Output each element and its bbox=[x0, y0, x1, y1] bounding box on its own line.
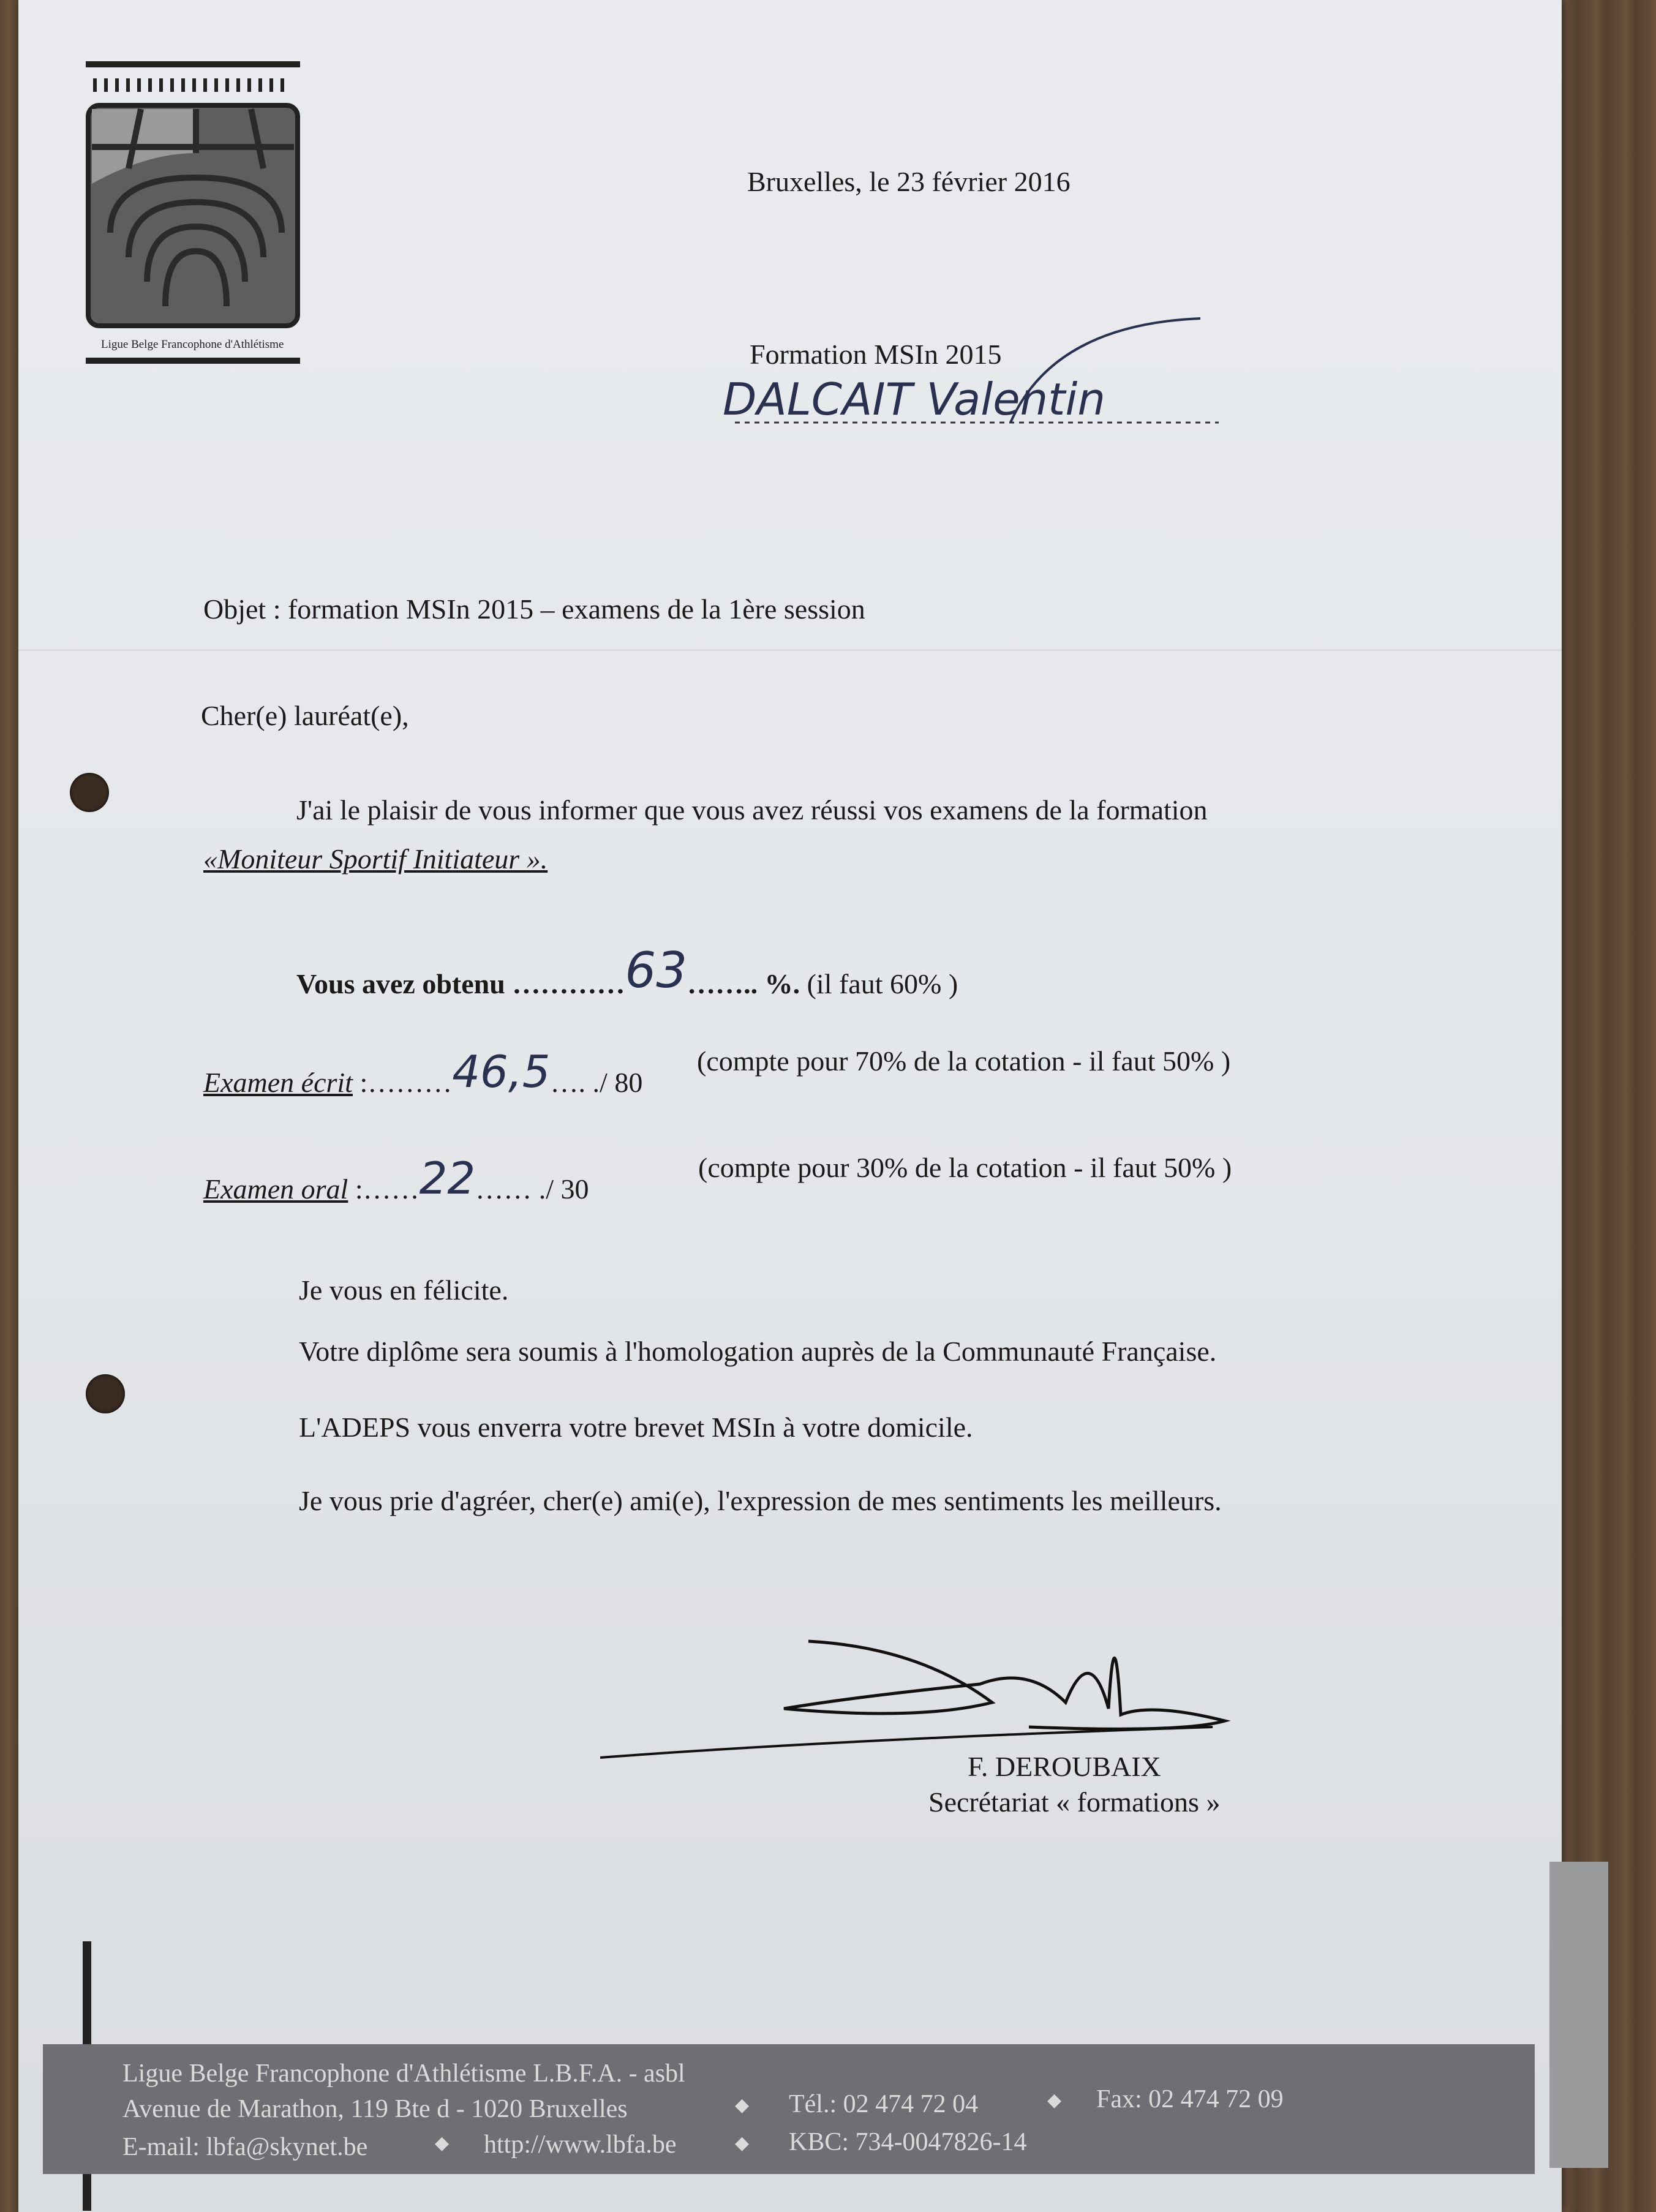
oral-exam-line bbox=[203, 1153, 589, 1209]
footer-separator-1: ◆ bbox=[735, 2095, 750, 2115]
result-prefix: Vous avez obtenu bbox=[296, 968, 505, 999]
oral-value: 22 bbox=[419, 1153, 476, 1204]
footer-tel: Tél.: 02 474 72 04 bbox=[789, 2090, 979, 2118]
oral-colon: :…… bbox=[348, 1173, 420, 1205]
recipient-handwritten: DALCAIT Valentin bbox=[723, 374, 1106, 425]
signatory-title: Secrétariat « formations » bbox=[928, 1786, 1221, 1818]
footer-bank: KBC: 734-0047826-14 bbox=[789, 2128, 1027, 2156]
result-suffix: %. bbox=[764, 968, 800, 999]
oral-label: Examen oral bbox=[203, 1173, 348, 1205]
result-dots-a: ………… bbox=[512, 968, 625, 999]
signatory-name: F. DEROUBAIX bbox=[968, 1751, 1161, 1782]
closing-line-4: Je vous prie d'agréer, cher(e) ami(e), l'expression de mes sentiments les meilleurs. bbox=[299, 1485, 1222, 1516]
written-note: (compte pour 70% de la cotation - il faut 50% ) bbox=[697, 1045, 1231, 1077]
written-dots: …. ./ 80 bbox=[550, 1067, 643, 1098]
footer-separator-2: ◆ bbox=[1047, 2090, 1062, 2110]
footer-website: http://www.lbfa.be bbox=[484, 2131, 677, 2159]
paper-fold bbox=[18, 649, 1562, 651]
footer-email: E-mail: lbfa@skynet.be bbox=[122, 2133, 368, 2161]
formation-name: «Moniteur Sportif Initiateur ». bbox=[203, 843, 548, 875]
signature-image bbox=[600, 1580, 1274, 1764]
footer-separator-4: ◆ bbox=[735, 2133, 750, 2153]
greeting: Cher(e) lauréat(e), bbox=[201, 700, 409, 731]
logo-caption: Ligue Belge Francophone d'Athlétisme bbox=[101, 338, 284, 351]
closing-line-3: L'ADEPS vous enverra votre brevet MSIn à votre domicile. bbox=[299, 1412, 973, 1443]
written-label: Examen écrit bbox=[203, 1067, 353, 1098]
footer-address: Avenue de Marathon, 119 Bte d - 1020 Bruxelles bbox=[122, 2095, 628, 2123]
result-line bbox=[296, 942, 958, 1005]
page-edge-shade bbox=[1549, 1862, 1608, 2168]
punch-hole-top bbox=[70, 773, 109, 812]
closing-line-1: Je vous en félicite. bbox=[299, 1274, 509, 1306]
closing-line-2: Votre diplôme sera soumis à l'homologation auprès de la Communauté Française. bbox=[299, 1336, 1217, 1367]
letter-page bbox=[18, 0, 1562, 2212]
lbfa-logo bbox=[86, 61, 318, 374]
formation-title: Formation MSIn 2015 bbox=[750, 339, 1002, 370]
footer-org: Ligue Belge Francophone d'Athlétisme L.B.F.A. - asbl bbox=[122, 2060, 685, 2088]
footer-separator-3: ◆ bbox=[435, 2133, 450, 2153]
letter-footer bbox=[43, 2044, 1535, 2174]
footer-fax: Fax: 02 474 72 09 bbox=[1096, 2085, 1284, 2113]
result-value: 63 bbox=[625, 942, 688, 999]
result-note: (il faut 60% ) bbox=[807, 968, 958, 999]
recipient-dotted-line bbox=[735, 306, 1237, 441]
written-value: 46,5 bbox=[452, 1046, 551, 1097]
written-colon: :……… bbox=[352, 1067, 453, 1098]
written-exam-line bbox=[203, 1046, 643, 1102]
place-date: Bruxelles, le 23 février 2016 bbox=[747, 166, 1071, 197]
result-dots-b: …….. bbox=[687, 968, 758, 999]
paragraph-line-1: J'ai le plaisir de vous informer que vous avez réussi vos examens de la formation bbox=[296, 794, 1208, 826]
subject-line: Objet : formation MSIn 2015 – examens de la 1ère session bbox=[203, 593, 865, 625]
punch-hole-bottom bbox=[86, 1374, 125, 1413]
oral-dots: …… ./ 30 bbox=[475, 1173, 589, 1205]
oral-note: (compte pour 30% de la cotation - il faut 50% ) bbox=[698, 1152, 1232, 1183]
